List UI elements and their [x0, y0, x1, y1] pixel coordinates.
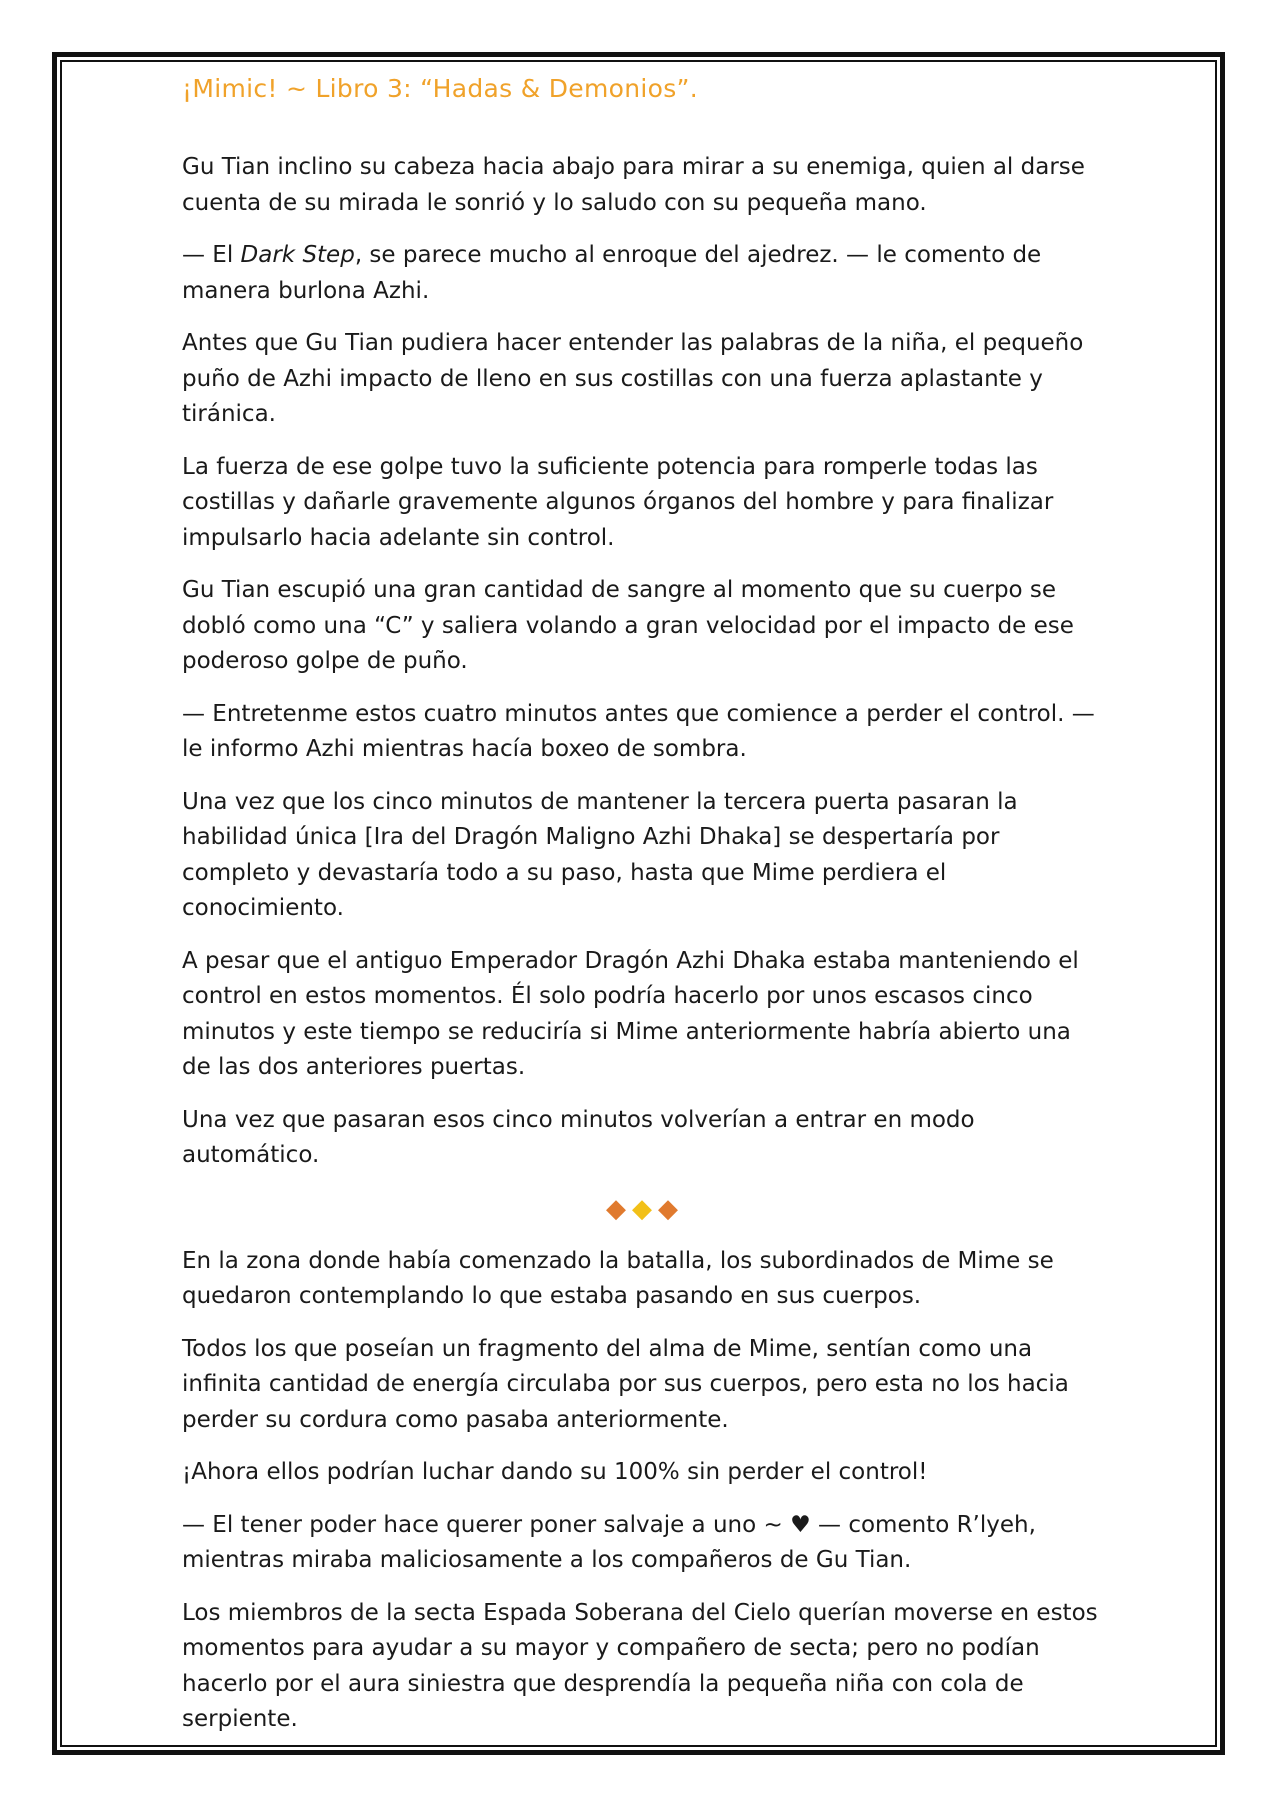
paragraph-5: Gu Tian escupió una gran cantidad de sangre al momento que su cuerpo se dobló como una “C” y saliera volando a gran velocidad por el impacto de ese poderoso golpe de puño.: [182, 577, 1074, 674]
paragraph-7: Una vez que los cinco minutos de mantener la tercera puerta pasaran la habilidad única [Ira del Dragón Maligno Azhi Dhaka] se despertaría por completo y devastaría todo a su paso, hasta que Mime perdiera el conocimiento.: [182, 788, 1018, 921]
diamond-icon: ◆: [658, 1193, 678, 1224]
dark-step-term: Dark Step: [240, 242, 355, 268]
scene-break-separator: [182, 1191, 1102, 1227]
paragraph-4: La fuerza de ese golpe tuvo la suficiente potencia para romperle todas las costillas y dañarle gravemente algunos órganos del hombre y para finalizar impulsarlo hacia adelante sin control.: [182, 453, 1054, 551]
paragraph-10: En la zona donde había comenzado la batalla, los subordinados de Mime se quedaron contemplando lo que estaba pasando en sus cuerpos.: [182, 1247, 1054, 1309]
paragraph-1: Gu Tian inclino su cabeza hacia abajo para mirar a su enemiga, quien al darse cuenta de su mirada le sonrió y lo saludo con su pequeña mano.: [182, 154, 1085, 216]
paragraph-9: Una vez que pasaran esos cinco minutos volverían a entrar en modo automático.: [182, 1106, 975, 1168]
paragraph-3: Antes que Gu Tian pudiera hacer entender las palabras de la niña, el pequeño puño de Azhi impacto de lleno en sus costillas con una fuerza aplastante y tiránica.: [182, 330, 1084, 427]
paragraph-11: Todos los que poseían un fragmento del alma de Mime, sentían como una infinita cantidad de energía circulaba por sus cuerpos, pero esta no los hacia perder su cordura como pasaba anteriormente.: [182, 1335, 1069, 1433]
diamond-icon: ◆: [632, 1193, 652, 1224]
paragraph-13: — El tener poder hace querer poner salvaje a uno ~ ♥ — comento R’lyeh, mientras miraba maliciosamente a los compañeros de Gu Tian.: [182, 1511, 1036, 1573]
paragraph-8: A pesar que el antiguo Emperador Dragón Azhi Dhaka estaba manteniendo el control en estos momentos. Él solo podría hacerlo por unos escasos cinco minutos y este tiempo se reduciría si Mime anteriormente habría abierto una de las dos anteriores puertas.: [182, 947, 1079, 1080]
page-body: [182, 150, 1102, 1755]
diamond-icon: ◆: [606, 1193, 626, 1224]
paragraph-14: Los miembros de la secta Espada Soberana del Cielo querían moverse en estos momentos para ayudar a su mayor y compañero de secta; pero no podían hacerlo por el aura siniestra que desprendía la pequeña niña con cola de serpiente.: [182, 1599, 1098, 1732]
paragraph-6: — Entretenme estos cuatro minutos antes que comience a perder el control. — le informo Azhi mientras hacía boxeo de sombra.: [182, 700, 1095, 762]
running-header: ¡Mimic! ~ Libro 3: “Hadas & Demonios”.: [182, 74, 699, 103]
paragraph-2: — El Dark Step, se parece mucho al enroque del ajedrez. — le comento de manera burlona Azhi.: [182, 242, 1042, 304]
paragraph-12: ¡Ahora ellos podrían luchar dando su 100% sin perder el control!: [182, 1459, 928, 1485]
